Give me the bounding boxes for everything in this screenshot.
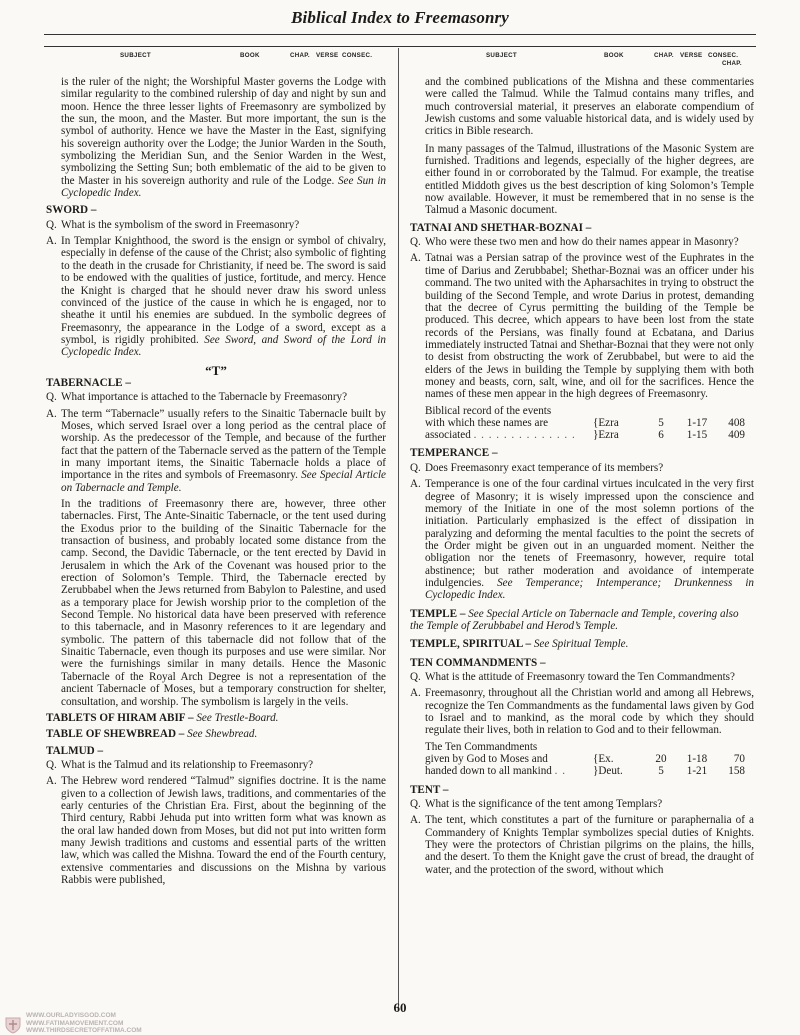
question: Q. Who were these two men and how do their names appear in Masonry?	[410, 236, 739, 249]
heading-subject: SUBJECT	[120, 52, 151, 59]
column-divider	[398, 48, 399, 1010]
heading-chap: CHAP.	[654, 52, 674, 59]
answer: A. In Templar Knighthood, the sword is the ensign or symbol of chivalry, especially in defense of the cause of the Christ; also symbolic of fighting to the death in the crusade for Christianity, if need be. The sword is said to be endowed with the qualities of justice, fortitude, and mercy. Hence the Knight is charged that he should never draw his sword unless convinced of the justice of the cause in which he is engaged, nor to sheathe it until his enemies are subdued. In the symbolic degrees of Freemasonry, the appearance in the Lodge of a sword, except as a symbol, is rigidly prohibited. See Sword, and Sword of the Lord in Cyclopedic Index.	[46, 235, 386, 359]
entry-title-temple-spiritual: TEMPLE, SPIRITUAL – See Spiritual Temple.	[410, 638, 629, 651]
question: Q. Does Freemasonry exact temperance of its members?	[410, 461, 664, 474]
heading-chap-sub: CHAP.	[722, 60, 742, 67]
footer-link[interactable]: WWW.FATIMAMOVEMENT.COM	[26, 1019, 124, 1027]
footer-link[interactable]: WWW.OURLADYISGOD.COM	[26, 1012, 116, 1019]
answer: A. The Hebrew word rendered “Talmud” signifies doctrine. It is the name given to a collection of Jewish laws, traditions, and commentaries of the early centuries of the Christian Era. First, about the beginning of the Third century, Rabbi Jehuda put into written form what was known as the oral law handed down from Moses, but did not put into written form many Jewish traditions and customs and essential parts of the written law, which was called the Mishna. Toward the end of the Fourth century, extensive commentaries and discussions on the Mishna by various Rabbis were published,	[46, 775, 386, 886]
heading-verse: VERSE	[316, 52, 339, 59]
page-number: 60	[393, 1000, 407, 1015]
scripture-reference-table: The Ten Commandments given by God to Moses and {Ex. 20 1-18 70 handed down to all mankind . . }Deut. 5 1-21 158	[425, 740, 745, 778]
question: Q. What importance is attached to the Tabernacle by Freemasonry?	[46, 391, 348, 404]
answer: A. Temperance is one of the four cardinal virtues inculcated in the very first degree of Masonry; it is wisely impressed upon the conscience and memory of the Initiate in one of the most solemn portions of the initiation. Particularly emphasized is the effect of dissipation in paralyzing and deforming the mental faculties to the point the secrets of the Order might be given out in an unguarded moment. Neither the obligation nor the tenets of Freemasonry, however, require total abstinence; but rather moderation and avoidance of intemperate indulgencies. See Temperance; Intemperance; Drunkenness in Cyclopedic Index.	[410, 478, 754, 602]
reference-row: with which these names are {Ezra 5 1-17 408	[425, 416, 745, 429]
answer: A. Freemasonry, throughout all the Christian world and among all Hebrews, recognize the Ten Commandments as the fundamental laws given by God to Israel and to mankind, as the moral code by which they should regulate their lives, both in relation to God and to their fellowman.	[410, 687, 754, 737]
entry-title-tatnai: TATNAI AND SHETHAR-BOZNAI –	[410, 221, 592, 234]
question: Q. What is the attitude of Freemasonry toward the Ten Commandments?	[410, 670, 735, 683]
reference-row: given by God to Moses and {Ex. 20 1-18 70	[425, 753, 745, 765]
entry-title-tabernacle: TABERNACLE –	[46, 376, 131, 389]
entry-title-tablets: TABLETS OF HIRAM ABIF – See Trestle-Board.	[46, 711, 279, 724]
footer-links	[26, 1012, 142, 1035]
heading-consec: CONSEC.	[708, 52, 739, 59]
sun-continued: is the ruler of the night; the Worshipful Master governs the Lodge with similar regularity to the combined rulership of day and night by sun and moon. Hence the three lesser lights of Freemasonry are symbolized by the sun, the moon, and the Master. But more important, the sun is the symbol of authority. Hence we have the Master in the East, signifying his sovereign authority over the Lodge; the Junior Warden in the South, symbolizing the Meridian Sun, and the Senior Warden in the West, symbolizing the Setting Sun; both emblematic of the aid to be given to the Master in his sovereign authority and rule of the Lodge. See Sun in Cyclopedic Index.	[61, 76, 386, 200]
reference-row: handed down to all mankind . . }Deut. 5 1-21 158	[425, 765, 745, 778]
entry-title-shewbread: TABLE OF SHEWBREAD – See Shewbread.	[46, 728, 258, 741]
answer: A. Tatnai was a Persian satrap of the province west of the Euphrates in the time of Darius and Zerubbabel; Shethar-Boznai was an officer under his command. The two united with the Apharsachites in trying to obstruct the building of the Second Temple, and wrote Darius in protest, demanding that the decree of Cyrus permitting the building of the Temple be produced. This decree, which appears to have been lost from the state records of the Persians, was finally found at Ecbatana, and Darius immediately instructed Tatnai and Shethar-Boznai that they were not only to desist from obstructing the work of Zerubbabel, but were to aid the elders of the Jews in building the Temple by supplying them with both money and beasts, corn, salt, wine, and oil for the sacrifices. Hence the names of these men appear in the high degrees of Freemasonry.	[410, 252, 754, 401]
entry-title-temperance: TEMPERANCE –	[410, 447, 498, 460]
header-rule-lower	[44, 46, 756, 47]
heading-subject: SUBJECT	[486, 52, 517, 59]
entry-title-tent: TENT –	[410, 783, 449, 796]
talmud-continued-2: In many passages of the Talmud, illustrations of the Masonic System are furnished. Traditions and legends, especially of the higher degrees, are either found in or corroborated by the Talmud. For example, the treatise entitled Middoth gives us the best description of king Solomon’s Temple now available. However, it must be remembered that in no sense is the Talmud a Masonic document.	[425, 142, 754, 217]
heading-verse: VERSE	[680, 52, 703, 59]
footer-link[interactable]: WWW.THIRDSECRETOFFATIMA.COM	[26, 1027, 142, 1034]
heading-consec: CONSEC.	[342, 52, 373, 59]
entry-title-ten-commandments: TEN COMMANDMENTS –	[410, 656, 546, 669]
column-headings-left	[44, 52, 394, 70]
header-rule	[44, 34, 756, 35]
entry-title-temple: TEMPLE – See Special Article on Tabernacle and Temple, covering also the Temple of Zerubbabel and Herod’s Temple.	[410, 607, 739, 632]
heading-book: BOOK	[240, 52, 260, 59]
question: Q. What is the symbolism of the sword in Freemasonry?	[46, 218, 300, 231]
page-title: Biblical Index to Freemasonry	[291, 8, 509, 27]
scripture-reference-table: Biblical record of the events with which these names are {Ezra 5 1-17 408 associated . . . . . . . . . . . . . . }Ezra 6 1-15 409	[425, 404, 745, 442]
heading-chap: CHAP.	[290, 52, 310, 59]
right-column	[410, 76, 754, 880]
left-column	[46, 76, 386, 890]
answer: A. The tent, which constitutes a part of the furniture or paraphernalia of a Commandery of Knights Templar symbolizes special duties of Knights. They were the protectors of Christian pilgrims on the plains, the hills, and the desert. To them the Knight gave the crust of bread, the draught of water, and the protection of the sword, without which	[410, 814, 754, 876]
talmud-continued: and the combined publications of the Mishna and these commentaries were called the Talmud. While the Talmud contains many trifles, and much controversial material, it preserves an elaborate compendium of Jewish customs and some valuable historical data, and is widely used by critics in Bible research.	[425, 76, 754, 138]
heading-book: BOOK	[604, 52, 624, 59]
entry-title-sword: SWORD –	[46, 204, 97, 217]
question: Q. What is the Talmud and its relationship to Freemasonry?	[46, 758, 314, 771]
section-letter: “T”	[205, 362, 227, 378]
answer: A. The term “Tabernacle” usually refers to the Sinaitic Tabernacle built by Moses, which served Israel over a long period as the central place of worship. As the predecessor of the Temple, and because of the further fact that the pattern of the Tabernacle served as the pattern of the Temple in many important items, the Sinaitic Tabernacle holds a place of importance in the rites and symbols of Freemasonry. See Special Article on Tabernacle and Temple. In the traditions of Freemasonry there are, however, three other tabernacles. First, The Ante-Sinaitic Tabernacle, or the tent used during the Exodus prior to the building of the Sinaitic Tabernacle for the transaction of business, and probably located some distance from the camp. Second, the Davidic Tabernacle, or the tent erected by David in Jerusalem in which the Ark of the Covenant was housed prior to the erection of Solomon’s Temple. Third, the Tabernacle erected by Zerubbabel when the Jews returned from Babylon to Palestine, and used as a temporary place for Jewish worship prior to the completion of the Second Temple. No historical data have been preserved with reference to this tabernacle, and in Masonry references to it are legendary and symbolic. The pattern of this tabernacle did not follow that of the Sinaitic Tabernacle, even though its purposes and use were similar. Nor were the furnishings similar in many details. Hence the Masonic Tabernacle of the Royal Arch Degree is not a representation of the ancient Tabernacle of Moses, but a temporary construction for shelter, consultation, and worship. The symbolism is largely in the veils.	[46, 407, 387, 708]
entry-title-talmud: TALMUD –	[46, 744, 104, 757]
column-headings-right	[404, 52, 758, 70]
shield-logo-icon	[4, 1016, 22, 1034]
question: Q. What is the significance of the tent among Templars?	[410, 797, 663, 810]
reference-row: associated . . . . . . . . . . . . . . }Ezra 6 1-15 409	[425, 429, 745, 442]
